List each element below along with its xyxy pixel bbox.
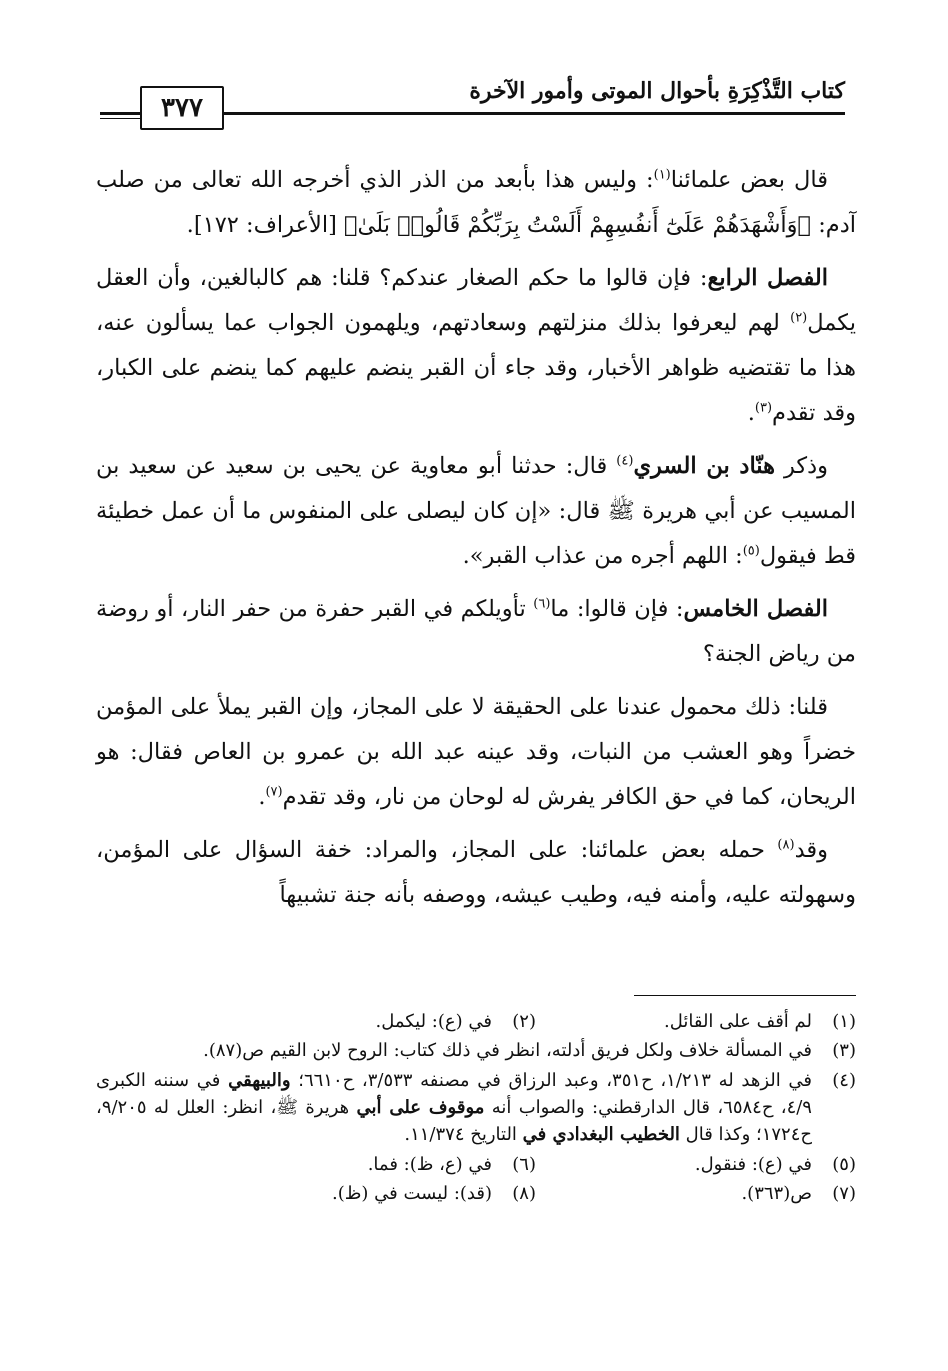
footnote-separator <box>634 995 856 996</box>
footnote-1 <box>536 1008 856 1035</box>
footnote-number: (٧) <box>832 1183 856 1204</box>
footnote-ref-5[interactable]: (٥) <box>742 543 760 559</box>
footnote-text: في المسألة خلاف ولكل فريق أدلته، انظر في ذلك كتاب: الروح لابن القيم ص(٨٧). <box>203 1040 812 1061</box>
text: : فإن قالوا: ما <box>550 596 684 622</box>
page-number: ٣٧٧ <box>140 86 224 130</box>
text-bold: والبيهقي <box>228 1070 291 1091</box>
footnote-number: (١) <box>832 1011 856 1032</box>
footnote-5 <box>536 1151 856 1178</box>
text: التاريخ ١١/٣٧٤. <box>404 1124 523 1145</box>
footnote-ref-8[interactable]: (٨) <box>777 837 795 853</box>
footnote-3 <box>96 1037 856 1064</box>
text: في الزهد له ١/٢١٣، ح٣٥١، وعبد الرزاق في مصنفه ٣/٥٣٣، ح٦٦١٠؛ <box>290 1070 813 1091</box>
footnote-2 <box>216 1008 536 1035</box>
footnote-text: في (ع، ظ): فما. <box>367 1154 492 1175</box>
footnote-ref-6[interactable]: (٦) <box>533 596 551 612</box>
text: : وليس هذا بأبعد من الذر الذي أخرجه الله تعالى من صلب آدم: ﴿وَأَشْهَدَهُمْ عَلَىٰٓ أَنفُسِهِمْ أَلَسْتُ بِرَبِّكُمْ قَالُوا۟ بَلَىٰ﴾ [الأعراف: ١٧٢]. <box>96 167 856 238</box>
paragraph-6 <box>96 828 856 918</box>
text: . <box>258 784 266 810</box>
footnote-text <box>96 1067 812 1148</box>
footnote-ref-3[interactable]: (٣) <box>754 400 773 416</box>
footnote-number: (٢) <box>512 1011 536 1032</box>
footnote-text: (قد): ليست في (ظ). <box>332 1183 492 1204</box>
narrator-name: هنّاد بن السري <box>633 453 775 479</box>
paragraph-2 <box>96 256 856 436</box>
text: حمله بعض علمائنا: على المجاز، والمراد: خفة السؤال على المؤمن، وسهولته عليه، وأمنه فيه، وطيب عيشه، ووصفه بأنه جنة تشبيهاً <box>96 837 856 908</box>
footnote-row <box>96 1008 856 1035</box>
footnote-text: في (ع): فنقول. <box>694 1154 812 1175</box>
text: لهم ليعرفوا بذلك منزلتهم وسعادتهم، ويلهمون الجواب عما يسألون عنه، هذا ما تقتضيه ظواهر الأخبار، وقد جاء أن القبر ينضم عليهم كما ينضم على الكبار، وقد تقدم <box>96 310 856 426</box>
footnote-text: في (ع): ليكمل. <box>375 1011 492 1032</box>
text-bold: الخطيب البغدادي في <box>522 1124 680 1145</box>
footnote-7 <box>536 1180 856 1207</box>
text: قال: حدثنا أبو معاوية عن يحيى بن سعيد عن سعيد بن المسيب عن أبي هريرة ﷺ قال: «إن كان ليصلى على المنفوس ما أن عمل خطيئة قط فيقول <box>96 453 856 569</box>
footnote-number: (٨) <box>512 1183 536 1204</box>
footnote-8 <box>216 1180 536 1207</box>
paragraph-5 <box>96 685 856 820</box>
paragraph-1 <box>96 158 856 248</box>
text: في سننه الكبرى ٤/٩، ح٦٥٨٤، قال الدارقطني: والصواب أنه <box>96 1070 812 1118</box>
footnote-ref-2[interactable]: (٢) <box>790 310 808 326</box>
text: : فإن قالوا ما حكم الصغار عندكم؟ قلنا: هم كالبالغين، وأن العقل يكمل <box>96 265 856 336</box>
paragraph-3 <box>96 444 856 579</box>
text: وقد <box>794 837 828 863</box>
footnote-6 <box>216 1151 536 1178</box>
text: قلنا: ذلك محمول عندنا على الحقيقة لا على المجاز، وإن القبر يملأ على المؤمن خضراً وهو العشب من النبات، وقد عينه عبد الله بن عمرو بن العاص فقال: هو الريحان، كما في حق الكافر يفرش له لوحان من نار، وقد تقدم <box>96 694 856 810</box>
text: . <box>747 400 755 426</box>
footnote-number: (٦) <box>512 1154 536 1175</box>
section-heading-4: الفصل الرابع <box>707 265 828 291</box>
text-bold: موقوف على أبي <box>356 1097 485 1118</box>
footnote-row <box>96 1180 856 1207</box>
text: هريرة ﷺ، انظر: العلل له ٩/٢٠٥، ح١٧٢٤؛ وكذا قال <box>96 1097 812 1145</box>
footnotes <box>96 1008 856 1209</box>
footnote-ref-1[interactable]: (١) <box>653 167 671 183</box>
footnote-number: (٥) <box>832 1154 856 1175</box>
text: تأويلكم في القبر حفرة من حفر النار، أو روضة من رياض الجنة؟ <box>96 596 856 667</box>
footnote-text: لم أقف على القائل. <box>663 1011 812 1032</box>
footnote-ref-7[interactable]: (٧) <box>265 784 283 800</box>
page-header <box>100 70 845 130</box>
footnote-ref-4[interactable]: (٤) <box>616 453 634 469</box>
section-heading-5: الفصل الخامس <box>683 596 828 622</box>
footnote-text: ص(٣٦٣). <box>741 1183 812 1204</box>
running-title: كتاب التَّذْكِرَةِ بأحوال الموتى وأمور الآخرة <box>469 78 845 104</box>
text: : اللهم أجره من عذاب القبر». <box>462 543 743 569</box>
footnote-4 <box>96 1067 856 1148</box>
text: قال بعض علمائنا <box>670 167 828 193</box>
text: وذكر <box>774 453 828 479</box>
footnote-number: (٤) <box>832 1070 856 1091</box>
footnote-number: (٣) <box>832 1040 856 1061</box>
body-text <box>96 158 856 926</box>
footnote-row <box>96 1151 856 1178</box>
paragraph-4 <box>96 587 856 677</box>
